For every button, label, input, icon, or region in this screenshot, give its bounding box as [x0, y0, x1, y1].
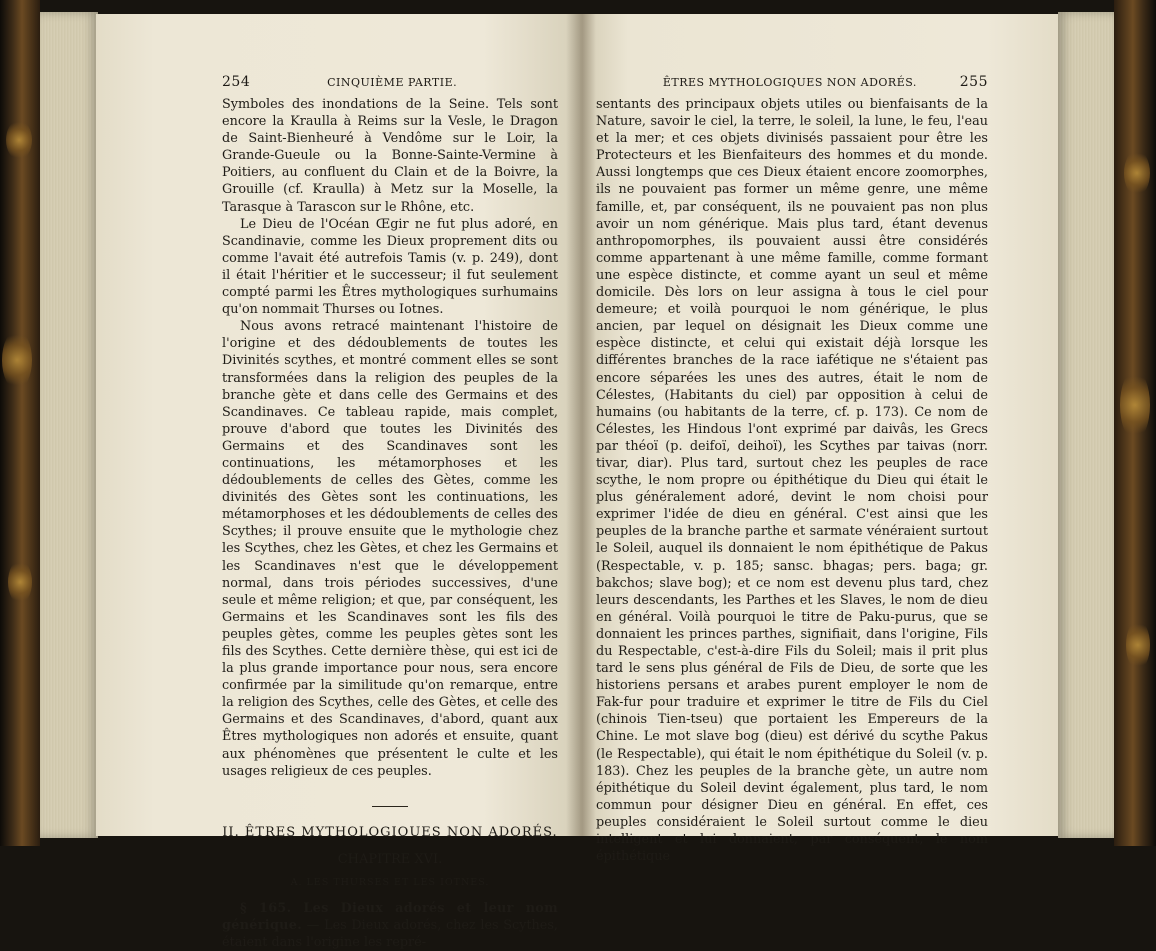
chapter-title: CHAPITRE XVI. [337, 851, 443, 867]
section-heading: § 165. Les Dieux adorés et leur nom générique. [222, 900, 558, 933]
paragraph: Le Dieu de l'Océan Œgir ne fut plus adoré, en Scandinavie, comme les Dieux proprement dits ou comme l'avait été autrefois Tamis (v. p. 249), dont il était l'héritier et le successeur; il fut seulement compté parmi les Êtres mythologiques surhumains qu'on nommait Thurses ou Iotnes. [222, 216, 558, 318]
left-page [96, 14, 580, 950]
paragraph: sentants des principaux objets utiles ou bienfaisants de la Nature, savoir le ciel, la terre, le soleil, la lune, le feu, l'eau et la mer; et ces objets divinisés passaient pour être les Protecteurs et les Bienfaiteurs des hommes et du monde. Aussi longtemps que ces Dieux étaient encore zoomorphes, ils ne pouvaient pas former un même genre, une même famille, et, par conséquent, ils ne pouvaient pas non plus avoir un nom générique. Mais plus tard, étant devenus anthropomorphes, ils pouvaient aussi être considérés comme appartenant à une même famille, comme formant une espèce distincte, et comme ayant un seul et même domicile. Dès lors on leur assigna à tous le ciel pour demeure; et voilà pourquoi le nom générique, le plus ancien, par lequel on désignait les Dieux comme une espèce distincte, et celui qui existait déjà lorsque les différentes branches de la race iafétique ne s'étaient pas encore séparées les unes des autres, était le nom de Célestes, (Habitants du ciel) par opposition à celui de humains (ou habitants de la terre, cf. p. 173). Ce nom de Célestes, les Hindous l'ont exprimé par daivâs, les Grecs par théoï (p. deifoï, deihoï), les Scythes par taivas (norr. tivar, diar). Plus tard, surtout chez les peuples de race scythe, le nom propre ou épithétique du Dieu qui était le plus généralement adoré, devint le nom choisi pour exprimer l'idée de dieu en général. C'est ainsi que les peuples de la branche parthe et sarmate vénéraient surtout le Soleil, auquel ils donnaient le nom épithétique de Pakus (Respectable, v. p. 185; sansc. bhagas; pers. baga; gr. bakchos; slave bog); et ce nom est devenu plus tard, chez leurs descendants, les Parthes et les Slaves, le nom de dieu en général. Voilà pourquoi le titre de Paku-purus, que se donnaient les princes parthes, signifiait, dans l'origine, Fils du Respectable, c'est-à-dire Fils du Soleil; mais il prit plus tard le sens plus général de Fils de Dieu, de sorte que les historiens persans et arabes purent employer le nom de Fak-fur pour traduire et exprimer le titre de Fils du Ciel (chinois Tien-tseu) que portaient les Empereurs de la Chine. Le mot slave bog (dieu) est dérivé du scythe Pakus (le Respectable), qui était le nom épithétique du Soleil (v. p. 183). Chez les peuples de la branche gète, un autre nom épithétique du Soleil devint également, plus tard, le nom commun pour désigner Dieu en général. En effet, ces peuples considéraient le Soleil surtout comme le dieu intelligent et lui donnaient, par conséquent, le nom épithétique [596, 97, 988, 865]
marble-pattern [6, 120, 32, 160]
section-text: — Les Dieux adorés, chez les Scythes, étaient dans l'origine les repré- [222, 917, 558, 950]
marble-pattern [8, 560, 32, 604]
marble-pattern [2, 330, 32, 390]
right-page [580, 14, 1058, 865]
marble-pattern [1124, 150, 1150, 196]
marble-pattern [1126, 620, 1150, 670]
right-cover-binding [1114, 0, 1156, 846]
separator-rule [372, 806, 408, 807]
right-body-text [596, 96, 988, 865]
right-running-head [596, 74, 988, 92]
paragraph: Symboles des inondations de la Seine. Tels sont encore la Kraulla à Reims sur la Vesle, le Dragon de Saint-Bienheuré à Vendôme sur le Loir, la Grande-Gueule ou la Bonne-Sainte-Vermine à Poitiers, au confluent du Clain et de la Boivre, la Grouille (cf. Kraulla) à Metz sur la Moselle, la Tarasque à Tarascon sur le Rhône, etc. [222, 97, 558, 215]
chapter-subtitle: A. LES THURSES ET LES IOTNES. [290, 876, 490, 888]
part-title: II. ÊTRES MYTHOLOGIQUES NON ADORÉS. [222, 824, 558, 840]
marble-pattern [1120, 370, 1150, 440]
paragraph: Nous avons retracé maintenant l'histoire de l'origine et des dédoublements de toutes les Divinités scythes, et montré comment elles se sont transformées dans la religion des peuples de la branche gète et dans celle des Germains et des Scandinaves. Ce tableau rapide, mais complet, prouve d'abord que toutes les Divinités des Germains et des Scandinaves sont les continuations, les métamorphoses et les dédoublements de celles des Gètes, comme les divinités des Gètes sont les continuations, les métamorphoses et les dédoublements de celles des Scythes; il prouve ensuite que le mythologie chez les Scythes, chez les Gètes, et chez les Germains et les Scandinaves n'est que le développement normal, dans trois périodes successives, d'une seule et même religion; et que, par conséquent, les Germains et les Scandinaves sont les fils des peuples gètes, comme les peuples gètes sont les fils des Scythes. Cette dernière thèse, qui est ici de la plus grande importance pour nous, sera encore confirmée par la similitude qu'on remarque, entre la religion des Scythes, celle des Gètes, et celle des Germains et des Scandinaves, d'abord, quant aux Êtres mythologiques non adorés et ensuite, quant aux phénomènes que présentent le culte et les usages religieux de ces peuples. [222, 319, 558, 779]
section-paragraph [222, 900, 558, 951]
left-page-stack [40, 12, 98, 838]
page-number: 254 [222, 74, 251, 90]
right-page-stack [1058, 12, 1114, 838]
running-head-title: CINQUIÈME PARTIE. [327, 76, 458, 89]
left-cover-binding [0, 0, 40, 846]
book-gutter [566, 14, 596, 836]
left-body-text [222, 96, 558, 780]
left-running-head [222, 74, 558, 92]
running-head-title: ÊTRES MYTHOLOGIQUES NON ADORÉS. [662, 76, 917, 89]
page-number: 255 [959, 74, 988, 90]
